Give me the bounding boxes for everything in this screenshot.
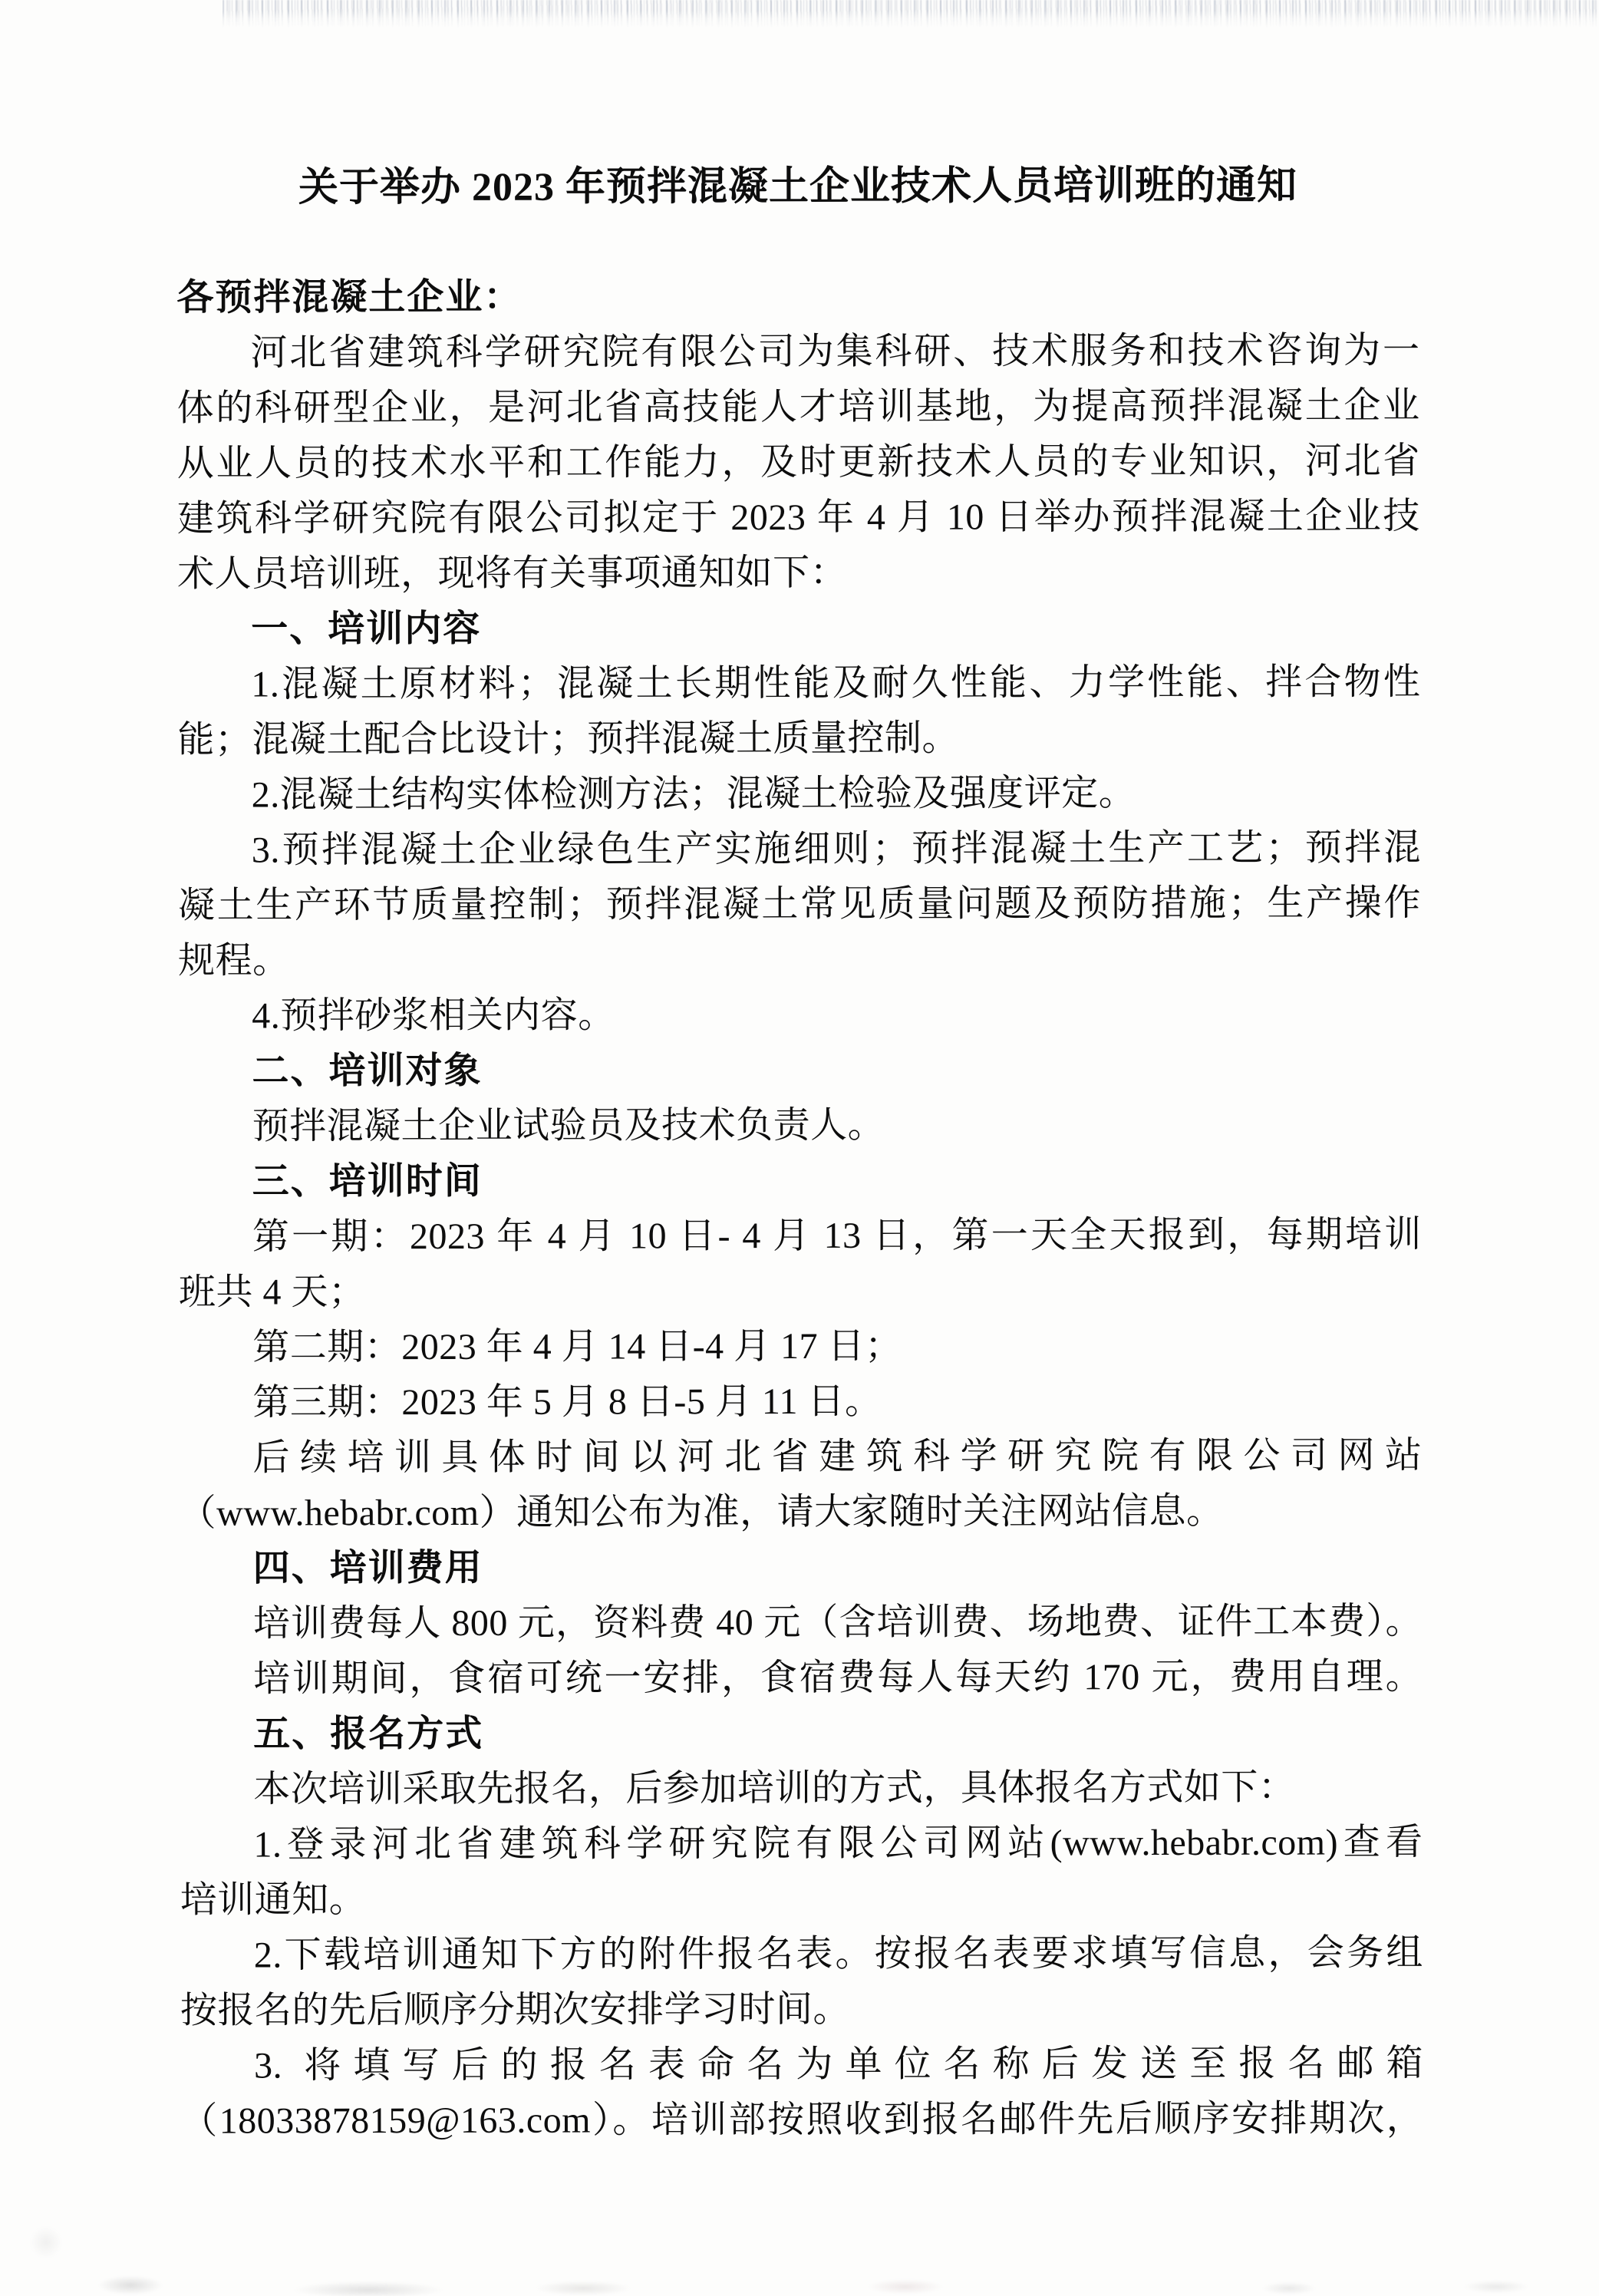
text-line: 河北省建筑科学研究院有限公司为集科研、技术服务和技术咨询为一 xyxy=(250,330,1420,374)
document-title: 关于举办 2023 年预拌混凝土企业技术人员培训班的通知 xyxy=(298,163,1298,210)
text-line: 1.登录河北省建筑科学研究院有限公司网站(www.hebabr.com)查看 xyxy=(253,1822,1423,1866)
text-line: 建筑科学研究院有限公司拟定于 2023 年 4 月 10 日举办预拌混凝土企业技 xyxy=(176,496,1420,539)
text-line: 3. 将填写后的报名表命名为单位名称后发送至报名邮箱 xyxy=(254,2043,1424,2087)
text-line: 术人员培训班，现将有关事项通知如下： xyxy=(177,552,848,595)
text-line: 四、培训费用 xyxy=(252,1547,483,1589)
text-line: （18033878159@163.com）。培训部按照收到报名邮件先后顺序安排期次， xyxy=(180,2098,1424,2142)
text-line: 4.预拌砂浆相关内容。 xyxy=(252,995,615,1037)
text-line: 培训费每人 800 元，资料费 40 元（含培训费、场地费、证件工本费）。 xyxy=(252,1601,1423,1644)
text-line: 培训通知。 xyxy=(180,1879,367,1921)
text-line: 三、培训时间 xyxy=(252,1160,483,1202)
text-line: 后续培训具体时间以河北省建筑科学研究院有限公司网站 xyxy=(252,1435,1423,1479)
text-line: 第三期：2023 年 5 月 8 日-5 月 11 日。 xyxy=(252,1381,882,1423)
text-line: 能；混凝土配合比设计；预拌混凝土质量控制。 xyxy=(177,718,960,760)
text-line: 五、报名方式 xyxy=(253,1713,484,1755)
text-line: 预拌混凝土企业试验员及技术负责人。 xyxy=(252,1104,885,1147)
text-line: 规程。 xyxy=(178,940,290,981)
text-line: 第一期：2023 年 4 月 10 日- 4 月 13 日，第一天全天报到，每期培训 xyxy=(252,1214,1422,1258)
text-line: 1.混凝土原材料；混凝土长期性能及耐久性能、力学性能、拌合物性 xyxy=(251,661,1421,705)
text-line: 本次培训采取先报名，后参加培训的方式，具体报名方式如下： xyxy=(253,1767,1296,1810)
text-line: 2.混凝土结构实体检测方法；混凝土检验及强度评定。 xyxy=(251,773,1136,816)
text-line: 二、培训对象 xyxy=(252,1050,483,1092)
text-line: 2.下载培训通知下方的附件报名表。按报名表要求填写信息，会务组 xyxy=(253,1932,1423,1976)
text-line: 各预拌混凝土企业： xyxy=(176,276,523,318)
document-body xyxy=(176,268,1423,2149)
text-line: 培训期间，食宿可统一安排，食宿费每人每天约 170 元，费用自理。 xyxy=(253,1656,1423,1700)
text-line: 班共 4 天； xyxy=(178,1272,366,1313)
text-line: 体的科研型企业，是河北省高技能人才培训基地，为提高预拌混凝土企业 xyxy=(176,385,1420,429)
text-line: （www.hebabr.com）通知公布为准，请大家随时关注网站信息。 xyxy=(179,1490,1224,1534)
text-line: 第二期：2023 年 4 月 14 日-4 月 17 日； xyxy=(252,1325,902,1368)
text-line: 一、培训内容 xyxy=(251,608,482,650)
scan-artifact-bottom xyxy=(0,2212,1599,2296)
text-line: 凝土生产环节质量控制；预拌混凝土常见质量问题及预防措施；生产操作 xyxy=(177,882,1422,926)
text-line: 从业人员的技术水平和工作能力，及时更新技术人员的专业知识，河北省 xyxy=(176,440,1420,484)
text-line: 3.预拌混凝土企业绿色生产实施细则；预拌混凝土生产工艺；预拌混 xyxy=(251,827,1421,871)
text-line: 按报名的先后顺序分期次安排学习时间。 xyxy=(180,1988,851,2031)
